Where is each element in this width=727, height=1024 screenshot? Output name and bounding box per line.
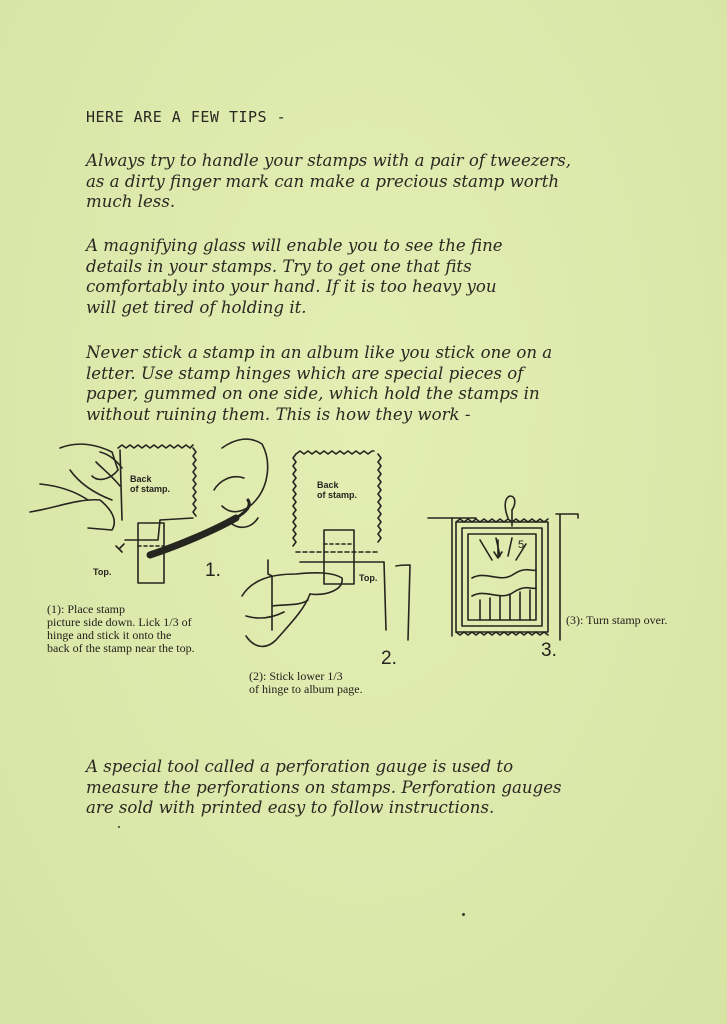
stamp-value-text: 5 — [518, 539, 525, 551]
step1-back-of-stamp-label — [130, 474, 170, 494]
step2-top-label: Top. — [359, 573, 378, 583]
perforation-gauge-paragraph — [86, 757, 676, 819]
step3-drawing — [428, 496, 578, 640]
back-label-line: of stamp. — [130, 484, 171, 494]
step2-back-of-stamp-label — [317, 480, 357, 500]
back-label-line: Back — [317, 480, 339, 490]
back-label-line: of stamp. — [317, 490, 358, 500]
step1-caption — [47, 603, 195, 655]
step1-number: 1. — [205, 560, 221, 581]
paper-speck — [462, 913, 465, 916]
caption-line: (3): Turn stamp over. — [566, 613, 668, 627]
paragraph-line: comfortably into your hand. If it is too heavy you — [86, 277, 497, 296]
paragraph-line: Always try to handle your stamps with a pair of tweezers, — [86, 151, 572, 170]
paragraph-line: without ruining them. This is how they work - — [86, 404, 471, 424]
back-label-line: Back — [130, 474, 152, 484]
paragraph-line: A magnifying glass will enable you to see the fine — [86, 236, 503, 255]
caption-line: back of the stamp near the top. — [47, 641, 195, 655]
caption-line: of hinge to album page. — [249, 682, 363, 696]
step2-number: 2. — [381, 648, 397, 669]
paragraph-line: letter. Use stamp hinges which are special pieces of — [86, 363, 524, 383]
paragraph-line: will get tired of holding it. — [86, 297, 307, 317]
step3-caption — [566, 614, 667, 627]
caption-line: (1): Place stamp — [47, 602, 125, 616]
step1-drawing — [30, 439, 268, 583]
caption-line: (2): Stick lower 1/3 — [249, 669, 343, 683]
paper-speck — [118, 826, 120, 828]
paragraph-line: paper, gummed on one side, which hold the stamps in — [86, 384, 540, 403]
step1-top-label: Top. — [93, 567, 112, 577]
tips-heading: HERE ARE A FEW TIPS - — [86, 108, 287, 126]
caption-line: picture side down. Lick 1/3 of — [47, 615, 192, 629]
paragraph-line: Never stick a stamp in an album like you stick one on a — [86, 343, 553, 362]
paragraph-line: measure the perforations on stamps. Perforation gauges — [86, 777, 562, 797]
paragraph-line: details in your stamps. Try to get one that fits — [86, 256, 472, 276]
paragraph-line: much less. — [86, 192, 176, 211]
step3-number: 3. — [541, 640, 557, 661]
paragraph-line: as a dirty finger mark can make a precious stamp worth — [86, 171, 560, 191]
step2-caption — [249, 670, 363, 696]
paragraph-line: are sold with printed easy to follow instructions. — [86, 798, 495, 817]
caption-line: hinge and stick it onto the — [47, 628, 172, 642]
paragraph-line: A special tool called a perforation gauge is used to — [86, 757, 514, 776]
